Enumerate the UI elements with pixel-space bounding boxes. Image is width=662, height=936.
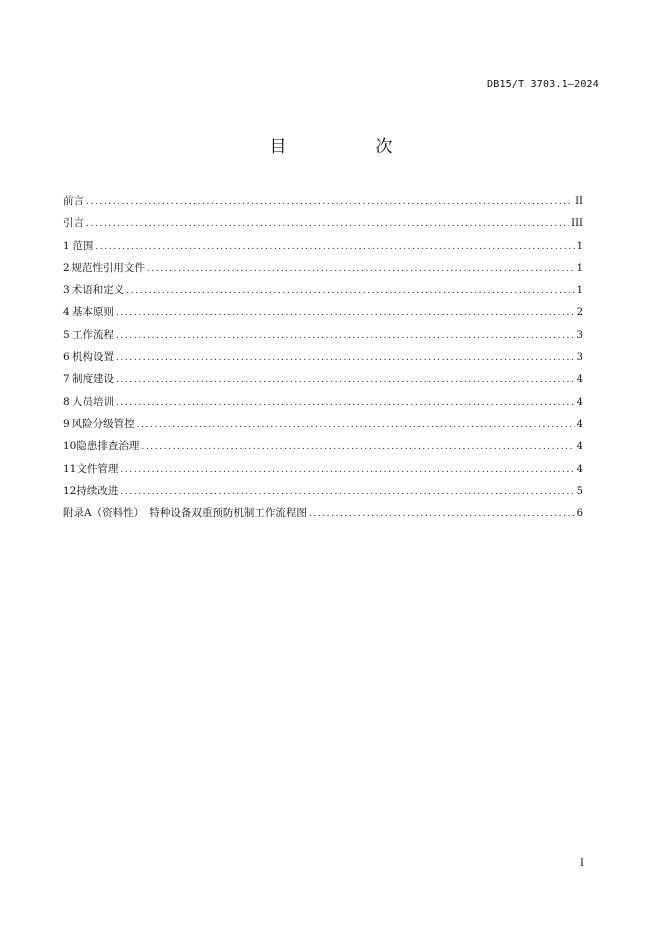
- toc-entry-page: 1: [576, 285, 583, 297]
- toc-entry-4[interactable]: [63, 305, 583, 327]
- toc-dot-leader: [116, 396, 575, 410]
- toc-entry-number: 7: [63, 373, 70, 386]
- toc-entry-3[interactable]: [63, 283, 583, 305]
- toc-dot-leader: [86, 195, 573, 209]
- toc-entry-page: 4: [576, 441, 583, 453]
- toc-entry-page: 3: [576, 352, 583, 364]
- toc-entry-page: 1: [576, 262, 583, 274]
- toc-entry-number: 4: [63, 306, 70, 319]
- toc-entry-page: III: [571, 218, 583, 230]
- toc-entry-10[interactable]: [63, 439, 583, 461]
- toc-entry-label: 工作流程: [71, 328, 114, 341]
- document-code: DB15/T 3703.1—2024: [487, 79, 599, 90]
- toc-entry-number: 8: [63, 395, 70, 408]
- toc-entry-label: 机构设置: [71, 351, 114, 364]
- toc-entry-6[interactable]: [63, 350, 583, 372]
- toc-dot-leader: [95, 240, 574, 254]
- toc-dot-leader: [141, 440, 574, 454]
- page-number: I: [580, 858, 584, 869]
- toc-entry-number: 5: [63, 328, 70, 341]
- toc-entry-number: 9: [63, 417, 70, 430]
- toc-entry-11[interactable]: [63, 462, 583, 484]
- toc-entry-page: 4: [576, 396, 583, 408]
- toc-entry-label: 规范性引用文件: [71, 261, 145, 274]
- toc-entry-number: 11: [63, 462, 77, 475]
- toc-entry-label: 隐患排查治理: [76, 440, 140, 453]
- toc-entry-number: 2: [63, 261, 70, 274]
- toc-entry-label: 基本原则: [71, 306, 114, 319]
- toc-dot-leader: [86, 217, 569, 231]
- page-title: 目 次: [269, 137, 429, 157]
- toc-entry-introduction[interactable]: [63, 216, 583, 238]
- toc-dot-leader: [137, 418, 575, 432]
- toc-dot-leader: [309, 507, 575, 521]
- table-of-contents: [63, 194, 583, 528]
- toc-entry-label: 风险分级管控: [71, 417, 135, 430]
- toc-entry-label: 文件管理: [76, 462, 119, 475]
- toc-entry-label: 术语和定义: [71, 284, 125, 297]
- toc-entry-number: 6: [63, 351, 70, 364]
- toc-entry-appendix-a[interactable]: [63, 506, 583, 528]
- toc-entry-label: 人员培训: [71, 395, 114, 408]
- toc-entry-7[interactable]: [63, 372, 583, 394]
- toc-entry-5[interactable]: [63, 328, 583, 350]
- toc-dot-leader: [116, 329, 575, 343]
- toc-entry-12[interactable]: [63, 484, 583, 506]
- toc-entry-label: 制度建设: [71, 373, 114, 386]
- toc-entry-foreword[interactable]: [63, 194, 583, 216]
- toc-dot-leader: [120, 463, 574, 477]
- toc-entry-page: II: [575, 196, 583, 207]
- toc-entry-8[interactable]: [63, 395, 583, 417]
- toc-entry-label: 附录A（资料性） 特种设备双重预防机制工作流程图: [63, 507, 307, 520]
- toc-entry-number: 10: [63, 440, 77, 453]
- toc-entry-9[interactable]: [63, 417, 583, 439]
- toc-entry-number: 1: [63, 239, 70, 252]
- toc-entry-label: 持续改进: [76, 484, 119, 497]
- toc-entry-2[interactable]: [63, 261, 583, 283]
- toc-entry-label: 前言: [63, 195, 84, 207]
- toc-entry-page: 2: [576, 307, 583, 319]
- toc-dot-leader: [147, 262, 575, 276]
- toc-entry-label: 范围: [72, 239, 94, 252]
- toc-entry-1[interactable]: [63, 239, 583, 261]
- toc-dot-leader: [116, 373, 575, 387]
- toc-entry-page: 6: [576, 508, 583, 520]
- toc-entry-page: 5: [576, 485, 583, 497]
- toc-entry-number: 12: [63, 484, 77, 497]
- toc-entry-page: 3: [576, 329, 583, 341]
- toc-dot-leader: [120, 485, 574, 499]
- toc-entry-page: 4: [576, 418, 583, 430]
- toc-entry-number: 3: [63, 284, 70, 297]
- toc-dot-leader: [116, 306, 575, 320]
- toc-entry-page: 1: [576, 240, 583, 252]
- toc-dot-leader: [126, 284, 574, 298]
- toc-entry-page: 4: [576, 374, 583, 386]
- toc-entry-label: 引言: [63, 217, 84, 230]
- toc-dot-leader: [116, 351, 575, 365]
- toc-entry-page: 4: [576, 463, 583, 475]
